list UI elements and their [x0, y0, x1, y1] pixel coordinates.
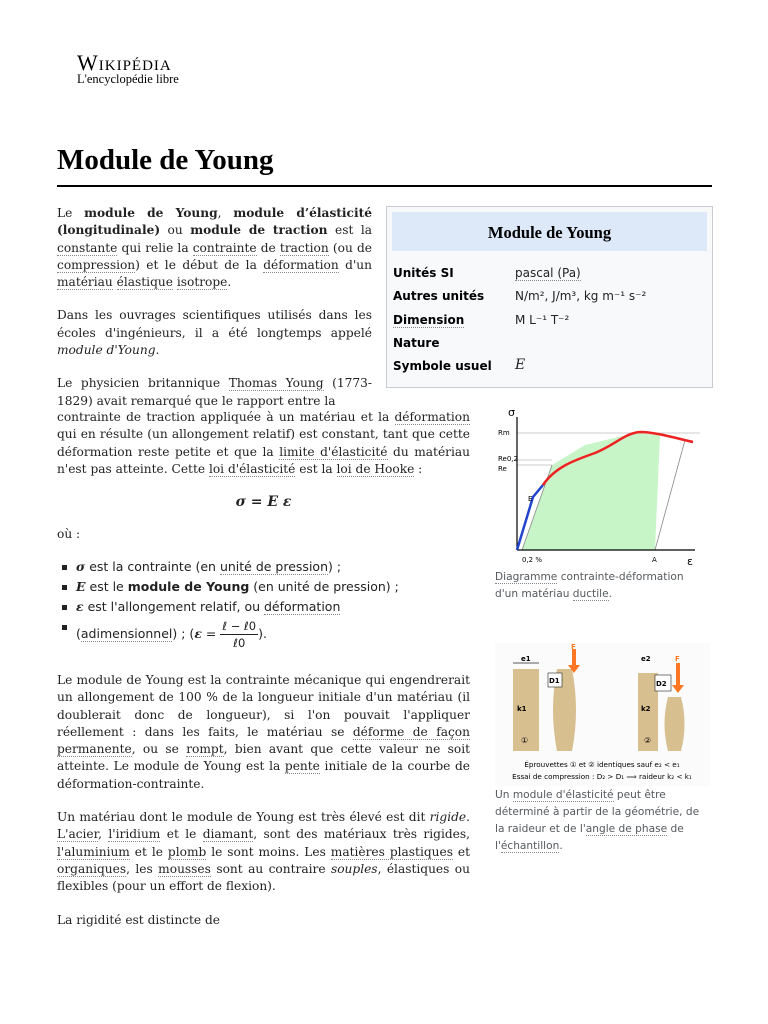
inline-link[interactable]: traction — [279, 240, 329, 255]
intro-paragraph-1: Le module de Young, module d’élasticité (longitudinale) ou module de traction est la constante qui relie la contrainte de traction (ou de compression) et le début de la déformation d'un matériau élastique isotrope. — [57, 206, 372, 290]
intro-paragraph-2: Dans les ouvrages scientifiques utilisés dans les écoles d'ingénieurs, il a été longtemps appelé module d'Young. — [57, 308, 372, 358]
intro-paragraph-3b: contrainte de traction appliquée à un matériau et la déformation qui en résulte (un allongement relatif) est constant, tant que cette déformation reste petite et que la limite d'élasticité du matériau n'est pas atteinte. Cette loi d'élasticité est la loi de Hooke : — [57, 410, 470, 476]
body-paragraph-3: La rigidité est distincte de — [57, 912, 221, 927]
body-paragraph-1: Le module de Young est la contrainte mécanique qui engendrerait un allongement de 100 % de la longueur initiale d'un matériau (il doublerait donc de longueur), si l'on pouvait l'appliquer réellement : dans les faits, le matériau se déforme de façon permanente, ou se rompt, bien avant que cette valeur ne soit atteinte. Le module de Young est la pente initiale de la courbe de déformation-contrainte. — [57, 673, 471, 791]
inline-link[interactable]: rompt — [186, 742, 224, 757]
infobox-row-symbol: Symbole usuel E — [393, 357, 526, 373]
inline-link[interactable]: mousses — [158, 861, 211, 876]
tick-label-02: 0,2 % — [522, 556, 543, 564]
inline-link[interactable]: loi d'élasticité — [208, 461, 296, 476]
body-column — [57, 672, 470, 945]
fraction: ℓ − ℓ0 ℓ0 — [222, 619, 257, 650]
inline-link[interactable]: pente — [284, 759, 320, 774]
label-rm: Rm — [498, 429, 510, 437]
hooke-formula-text: σ = E ε — [235, 494, 292, 510]
figure1-caption: Diagramme contrainte-déformation d'un matériau ductile. — [495, 571, 684, 600]
inline-link[interactable]: L'acier — [57, 827, 99, 842]
infobox-row-nature: Nature — [393, 336, 440, 350]
svg-text:k2: k2 — [641, 705, 651, 713]
label-re: Re — [498, 465, 507, 473]
intro-paragraph-3a: Le physicien britannique Thomas Young (1773-1829) avait remarqué que le rapport entre la — [57, 376, 372, 408]
label-re02: Re0,2 — [498, 455, 518, 463]
inline-link[interactable]: compression — [57, 257, 136, 272]
inline-link[interactable]: ductile — [572, 588, 609, 600]
link-dimension[interactable]: Dimension — [393, 313, 465, 327]
inline-link[interactable]: diamant — [202, 827, 254, 842]
inline-link[interactable]: limite d'élasticité — [279, 444, 388, 459]
y-axis-label: σ — [508, 406, 515, 419]
body-paragraph-2: Un matériau dont le module de Young est très élevé est dit rigide. L'acier, l'iridium et le diamant, sont des matériaux très rigides, l'aluminium et le plomb le sont moins. Les matières plastiques et organiques, les mousses sont au contraire souples, élastiques ou flexibles (pour un effort de flexion). — [57, 810, 471, 894]
symbol-list — [58, 557, 399, 651]
tick-label-a: A — [652, 556, 657, 564]
hooke-paragraph — [57, 409, 470, 494]
inline-link[interactable]: déforme de façon permanente — [57, 724, 470, 757]
inline-link[interactable]: déformation — [263, 257, 339, 272]
inline-link[interactable]: constante — [57, 240, 118, 255]
inline-link[interactable]: contrainte — [192, 240, 257, 255]
site-logo-title[interactable]: Wikipédia — [77, 50, 172, 75]
list-item-continuation: (adimensionnel) ; (ε = ℓ − ℓ0 ℓ0 ). — [58, 617, 399, 651]
list-item: σ est la contrainte (en unité de pression) ; — [58, 557, 399, 577]
inline-link[interactable]: matériau — [57, 275, 113, 290]
where-label: où : — [57, 527, 81, 541]
inline-link[interactable]: unité de pression — [219, 559, 328, 574]
site-tagline: L'encyclopédie libre — [77, 72, 179, 86]
svg-text:①: ① — [521, 736, 529, 745]
svg-text:e1: e1 — [521, 655, 531, 663]
figure2-text-line2: Essai de compression : D₂ > D₁ ⟹ raideur k₂ < k₁ — [512, 772, 692, 781]
hooke-formula — [57, 494, 470, 510]
inline-link[interactable]: angle de phase — [585, 823, 668, 835]
svg-text:k1: k1 — [517, 705, 527, 713]
inline-link[interactable]: module d'élasticité — [512, 789, 614, 801]
link-adimensionnel[interactable]: adimensionnel — [80, 626, 173, 641]
inline-link[interactable]: déformation — [394, 410, 470, 424]
inline-link[interactable]: l'iridium — [108, 827, 161, 842]
title-divider — [57, 185, 712, 187]
svg-text:F: F — [675, 655, 680, 663]
svg-text:e2: e2 — [641, 655, 651, 663]
stress-strain-diagram[interactable] — [495, 405, 710, 570]
svg-text:D2: D2 — [656, 680, 667, 688]
inline-link[interactable]: matières plastiques — [330, 844, 453, 859]
infobox-header — [392, 212, 707, 251]
x-axis-label: ε — [687, 555, 693, 568]
svg-text:②: ② — [644, 736, 652, 745]
inline-link[interactable]: isotrope — [176, 275, 228, 290]
figure2-text-line1: Éprouvettes ① et ② identiques sauf e₂ < e₁ — [524, 760, 680, 769]
page-title: Module de Young — [57, 144, 274, 176]
inline-link[interactable]: échantillon — [500, 840, 560, 852]
inline-link[interactable]: Diagramme — [495, 571, 558, 583]
list-item: E est le module de Young (en unité de pression) ; — [58, 577, 399, 597]
svg-text:F: F — [571, 643, 576, 651]
figure2-caption: Un module d'élasticité peut être déterminé à partir de la géométrie, de la raideur et de l'angle de phase de l'échantillon. — [495, 789, 700, 852]
svg-text:D1: D1 — [549, 677, 560, 685]
inline-link[interactable]: loi de Hooke — [336, 461, 415, 476]
inline-link[interactable]: Thomas Young — [228, 376, 324, 391]
link-pascal[interactable]: pascal (Pa) — [515, 266, 581, 280]
inline-link[interactable]: plomb — [167, 844, 207, 859]
intro-column — [57, 205, 372, 410]
label-e: E — [528, 495, 533, 503]
compression-test-figure[interactable] — [495, 643, 710, 786]
inline-link[interactable]: organiques — [57, 861, 127, 876]
infobox-row-units: Unités SI pascal (Pa) — [393, 266, 581, 280]
inline-link[interactable]: l'aluminium — [57, 844, 130, 859]
infobox-row-dimension: Dimension M L⁻¹ T⁻² — [393, 313, 570, 327]
infobox-title: Module de Young — [487, 223, 612, 242]
inline-link[interactable]: déformation — [264, 599, 341, 614]
infobox-row-other-units: Autres unités N/m², J/m³, kg m⁻¹ s⁻² — [393, 289, 647, 303]
inline-link[interactable]: élastique — [116, 275, 173, 290]
list-item: ε est l'allongement relatif, ou déformation — [58, 597, 399, 617]
infobox — [386, 206, 713, 388]
